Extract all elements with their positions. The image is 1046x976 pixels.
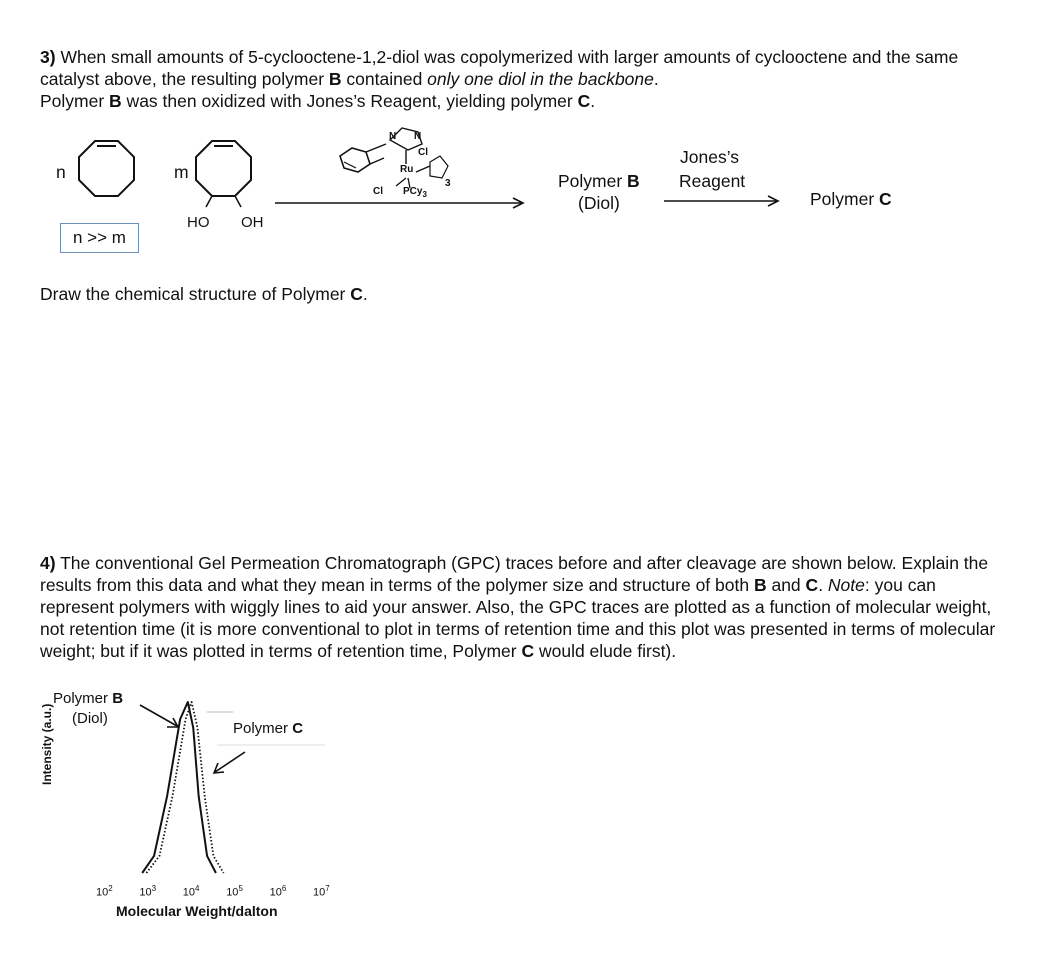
q4-note: Note	[827, 575, 865, 595]
gpc-label-diol: (Diol)	[72, 710, 108, 727]
gpc-x-tick	[270, 884, 287, 899]
m-coefficient: m	[174, 162, 189, 182]
gpc-x-tick-base: 10	[313, 886, 326, 899]
gpc-xlabel: Molecular Weight/dalton	[116, 903, 278, 919]
polymer-b-letter: B	[627, 171, 640, 191]
cyclooctene-structure	[71, 135, 151, 215]
polymer-c-label	[810, 189, 892, 210]
gpc-x-tick	[183, 884, 200, 899]
q3-text-line2c: .	[653, 69, 659, 89]
polymer-b-label	[558, 171, 640, 192]
draw-prompt	[40, 283, 368, 305]
gpc-x-tick-base: 10	[182, 886, 196, 899]
catalyst-pcy-sub: 3	[422, 190, 427, 199]
gpc-trace-polymer-c	[146, 702, 223, 873]
gpc-chart	[95, 690, 355, 890]
q4-c: C	[805, 575, 819, 595]
catalyst-n1: N	[389, 131, 397, 142]
q4-line5-c: C	[521, 641, 535, 661]
q4-line4: not retention time (it is more conventional to plot in terms of retention time and this plot was presented in terms of molecular	[40, 619, 996, 639]
q3-text-line3c: .	[590, 91, 596, 111]
ho-label: HO	[187, 214, 210, 231]
arrow-to-c	[214, 752, 245, 773]
gpc-x-tick-exp: 3	[151, 884, 157, 893]
q4-number: 4)	[40, 553, 56, 573]
q4-text-line5a: weight; but if it was plotted in terms of retention time, Polymer	[40, 641, 522, 661]
draw-prompt-c: C	[350, 284, 363, 304]
arrow-to-b	[140, 705, 178, 727]
q3-text-line2a: catalyst above, the resulting polymer	[40, 69, 329, 89]
gpc-x-tick	[313, 884, 330, 899]
gpc-x-tick-exp: 5	[238, 884, 243, 893]
jones-line1: Jones’s	[680, 147, 740, 167]
q3-line3-b: B	[109, 91, 122, 111]
q3-line3	[40, 90, 595, 112]
gpc-x-tick	[139, 884, 156, 899]
q3-polymer-b: B	[328, 69, 342, 89]
oh-label: OH	[241, 214, 264, 231]
q4-text-line1: The conventional Gel Permeation Chromatograph (GPC) traces before and after cleavage are shown below. Explain the	[60, 553, 989, 573]
gpc-x-tick-exp: 7	[325, 884, 330, 893]
gpc-x-tick-base: 10	[139, 886, 152, 899]
q3-italic-phrase: only one diol in the backbone	[427, 69, 654, 89]
catalyst-n2: N	[414, 131, 422, 142]
q3-line2	[40, 68, 659, 90]
gpc-label-c-letter: C	[292, 720, 304, 737]
q4-text-line2b: : you can	[864, 575, 936, 595]
q4-b: B	[753, 575, 767, 595]
q4-line3: represent polymers with wiggly lines to aid your answer. Also, the GPC traces are plotted as a function of molecular weight,	[40, 597, 992, 617]
q4-and: and	[766, 575, 806, 595]
gpc-x-tick-base: 10	[96, 886, 109, 899]
gpc-x-tick-exp: 6	[281, 884, 287, 893]
gpc-label-b-pre: Polymer	[53, 690, 113, 707]
gpc-x-tick-base: 10	[269, 886, 282, 899]
q3-text-line3b: was then oxidized with Jones’s Reagent, yielding polymer	[121, 91, 578, 111]
polymer-b-diol: (Diol)	[578, 193, 620, 213]
ratio-box: n >> m	[60, 223, 139, 253]
catalyst-pcy-text: PCy	[403, 186, 423, 197]
gpc-x-tick	[96, 884, 113, 899]
q3-line3-c: C	[577, 91, 591, 111]
draw-prompt-text: Draw the chemical structure of Polymer	[40, 284, 351, 304]
q3-number: 3)	[40, 47, 56, 67]
gpc-x-tick-base: 10	[226, 886, 239, 899]
gpc-x-tick-exp: 4	[195, 884, 200, 893]
catalyst-cl-left: Cl	[373, 186, 383, 197]
q4-dot: .	[818, 575, 828, 595]
polymer-b-pre: Polymer	[558, 171, 628, 191]
catalyst-cl-top: Cl	[418, 147, 428, 158]
polymer-c-letter: C	[879, 189, 892, 209]
gpc-x-tick	[226, 884, 243, 899]
catalyst-sub3: 3	[445, 178, 451, 189]
q4-line1	[40, 552, 988, 574]
q3-text-line1: When small amounts of 5-cyclooctene-1,2-diol was copolymerized with larger amounts of cyclooctene and the same	[60, 47, 959, 67]
reaction-arrow-2	[664, 194, 784, 208]
n-coefficient: n	[56, 162, 66, 182]
draw-prompt-end: .	[362, 284, 368, 304]
polymer-c-pre: Polymer	[810, 189, 880, 209]
gpc-trace-polymer-b	[142, 702, 216, 873]
q3-text-line3a: Polymer	[40, 91, 110, 111]
gpc-label-b-letter: B	[112, 690, 124, 707]
q3-line1	[40, 46, 958, 68]
q3-text-line2b: contained	[341, 69, 428, 89]
catalyst-ru: Ru	[400, 164, 414, 175]
q4-line5	[40, 640, 676, 662]
reaction-arrow-1	[275, 196, 535, 210]
q4-line2	[40, 574, 936, 596]
gpc-label-c-pre: Polymer	[233, 720, 293, 737]
jones-line2: Reagent	[679, 171, 746, 191]
gpc-x-tick-exp: 2	[108, 884, 113, 893]
q4-text-line2a: results from this data and what they mean in terms of the polymer size and structure of both	[40, 575, 754, 595]
q4-text-line5b: would elude first).	[534, 641, 677, 661]
